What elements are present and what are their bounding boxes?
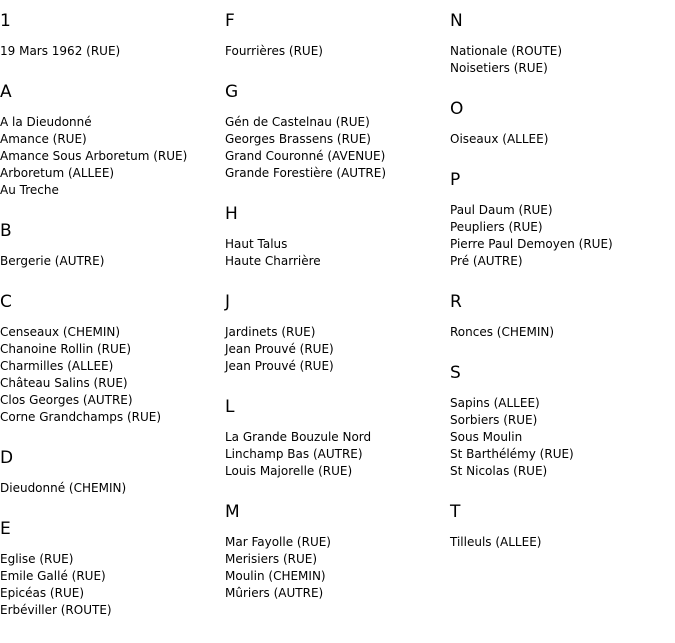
index-column-1 <box>0 0 225 630</box>
street-item: Erbéviller (ROUTE) <box>0 603 112 617</box>
letter-heading: B <box>0 221 12 241</box>
letter-group <box>450 352 675 480</box>
letter-heading: S <box>450 363 461 383</box>
street-item: Oiseaux (ALLEE) <box>450 132 549 146</box>
street-item: Nationale (ROUTE) <box>450 44 563 58</box>
letter-heading: R <box>450 292 462 312</box>
street-item: Emile Gallé (RUE) <box>0 569 106 583</box>
index-column-3 <box>450 0 675 562</box>
street-item: Jardinets (RUE) <box>225 325 316 339</box>
street-item: Sous Moulin <box>450 430 523 444</box>
street-item: Jean Prouvé (RUE) <box>225 359 334 373</box>
street-item: Mûriers (AUTRE) <box>225 586 324 600</box>
street-item: Eglise (RUE) <box>0 552 74 566</box>
letter-heading: A <box>0 82 12 102</box>
street-item: Georges Brassens (RUE) <box>225 132 371 146</box>
street-item: Corne Grandchamps (RUE) <box>0 410 162 424</box>
street-list <box>225 534 450 602</box>
street-item: Chanoine Rollin (RUE) <box>0 342 132 356</box>
letter-group <box>0 0 225 60</box>
letter-heading: D <box>0 448 14 468</box>
letter-group <box>225 71 450 182</box>
street-item: Bergerie (AUTRE) <box>0 254 105 268</box>
street-item: La Grande Bouzule Nord <box>225 430 372 444</box>
letter-group <box>225 386 450 480</box>
street-item: Jean Prouvé (RUE) <box>225 342 334 356</box>
index-column-2 <box>225 0 450 613</box>
street-list <box>225 429 450 480</box>
street-item: Moulin (CHEMIN) <box>225 569 326 583</box>
street-item: Peupliers (RUE) <box>450 220 543 234</box>
street-list <box>225 43 450 60</box>
street-item: Charmilles (ALLEE) <box>0 359 114 373</box>
letter-heading: P <box>450 170 461 190</box>
street-item: Pierre Paul Demoyen (RUE) <box>450 237 613 251</box>
street-item: Amance Sous Arboretum (RUE) <box>0 149 188 163</box>
street-item: A la Dieudonné <box>0 115 92 129</box>
street-item: Noisetiers (RUE) <box>450 61 548 75</box>
letter-heading: F <box>225 11 235 31</box>
street-list <box>0 551 225 619</box>
street-item: Fourrières (RUE) <box>225 44 323 58</box>
letter-heading: J <box>225 292 231 312</box>
letter-group <box>225 281 450 375</box>
street-list <box>0 480 225 497</box>
street-item: Linchamp Bas (AUTRE) <box>225 447 363 461</box>
street-list <box>450 202 675 270</box>
letter-heading: 1 <box>0 11 11 31</box>
street-list <box>225 324 450 375</box>
street-item: Mar Fayolle (RUE) <box>225 535 331 549</box>
letter-group <box>450 491 675 551</box>
letter-heading: E <box>0 519 11 539</box>
letter-heading: O <box>450 99 464 119</box>
street-item: Dieudonné (CHEMIN) <box>0 481 127 495</box>
letter-group <box>450 88 675 148</box>
street-item: Arboretum (ALLEE) <box>0 166 115 180</box>
street-item: Merisiers (RUE) <box>225 552 318 566</box>
letter-heading: L <box>225 397 235 417</box>
street-item: Haute Charrière <box>225 254 321 268</box>
street-item: Louis Majorelle (RUE) <box>225 464 353 478</box>
letter-group <box>0 281 225 426</box>
street-item: Epicéas (RUE) <box>0 586 84 600</box>
letter-heading: M <box>225 502 240 522</box>
street-item: Tilleuls (ALLEE) <box>450 535 542 549</box>
letter-heading: G <box>225 82 239 102</box>
street-list <box>0 253 225 270</box>
street-item: Amance (RUE) <box>0 132 87 146</box>
street-list <box>450 395 675 480</box>
street-list <box>450 324 675 341</box>
street-list <box>450 534 675 551</box>
letter-heading: T <box>450 502 461 522</box>
letter-group <box>450 281 675 341</box>
street-item: Clos Georges (AUTRE) <box>0 393 133 407</box>
letter-group <box>450 159 675 270</box>
street-item: Ronces (CHEMIN) <box>450 325 555 339</box>
street-item: Sorbiers (RUE) <box>450 413 538 427</box>
street-list <box>225 236 450 270</box>
street-item: Paul Daum (RUE) <box>450 203 553 217</box>
street-list <box>0 324 225 426</box>
letter-heading: N <box>450 11 463 31</box>
street-item: Au Treche <box>0 183 59 197</box>
street-list <box>0 114 225 199</box>
street-item: St Barthélémy (RUE) <box>450 447 574 461</box>
street-list <box>225 114 450 182</box>
letter-group <box>450 0 675 77</box>
street-list <box>450 131 675 148</box>
street-item: Château Salins (RUE) <box>0 376 128 390</box>
letter-group <box>0 437 225 497</box>
street-list <box>450 43 675 77</box>
letter-heading: C <box>0 292 12 312</box>
street-item: Pré (AUTRE) <box>450 254 523 268</box>
street-item: Haut Talus <box>225 237 288 251</box>
letter-group <box>225 0 450 60</box>
letter-group <box>225 491 450 602</box>
street-item: Censeaux (CHEMIN) <box>0 325 121 339</box>
letter-group <box>225 193 450 270</box>
street-item: Grande Forestière (AUTRE) <box>225 166 387 180</box>
street-list <box>0 43 225 60</box>
letter-group <box>0 210 225 270</box>
letter-group <box>0 71 225 199</box>
street-item: St Nicolas (RUE) <box>450 464 548 478</box>
street-item: 19 Mars 1962 (RUE) <box>0 44 121 58</box>
street-item: Grand Couronné (AVENUE) <box>225 149 386 163</box>
letter-heading: H <box>225 204 238 224</box>
street-item: Sapins (ALLEE) <box>450 396 540 410</box>
letter-group <box>0 508 225 619</box>
street-item: Gén de Castelnau (RUE) <box>225 115 370 129</box>
